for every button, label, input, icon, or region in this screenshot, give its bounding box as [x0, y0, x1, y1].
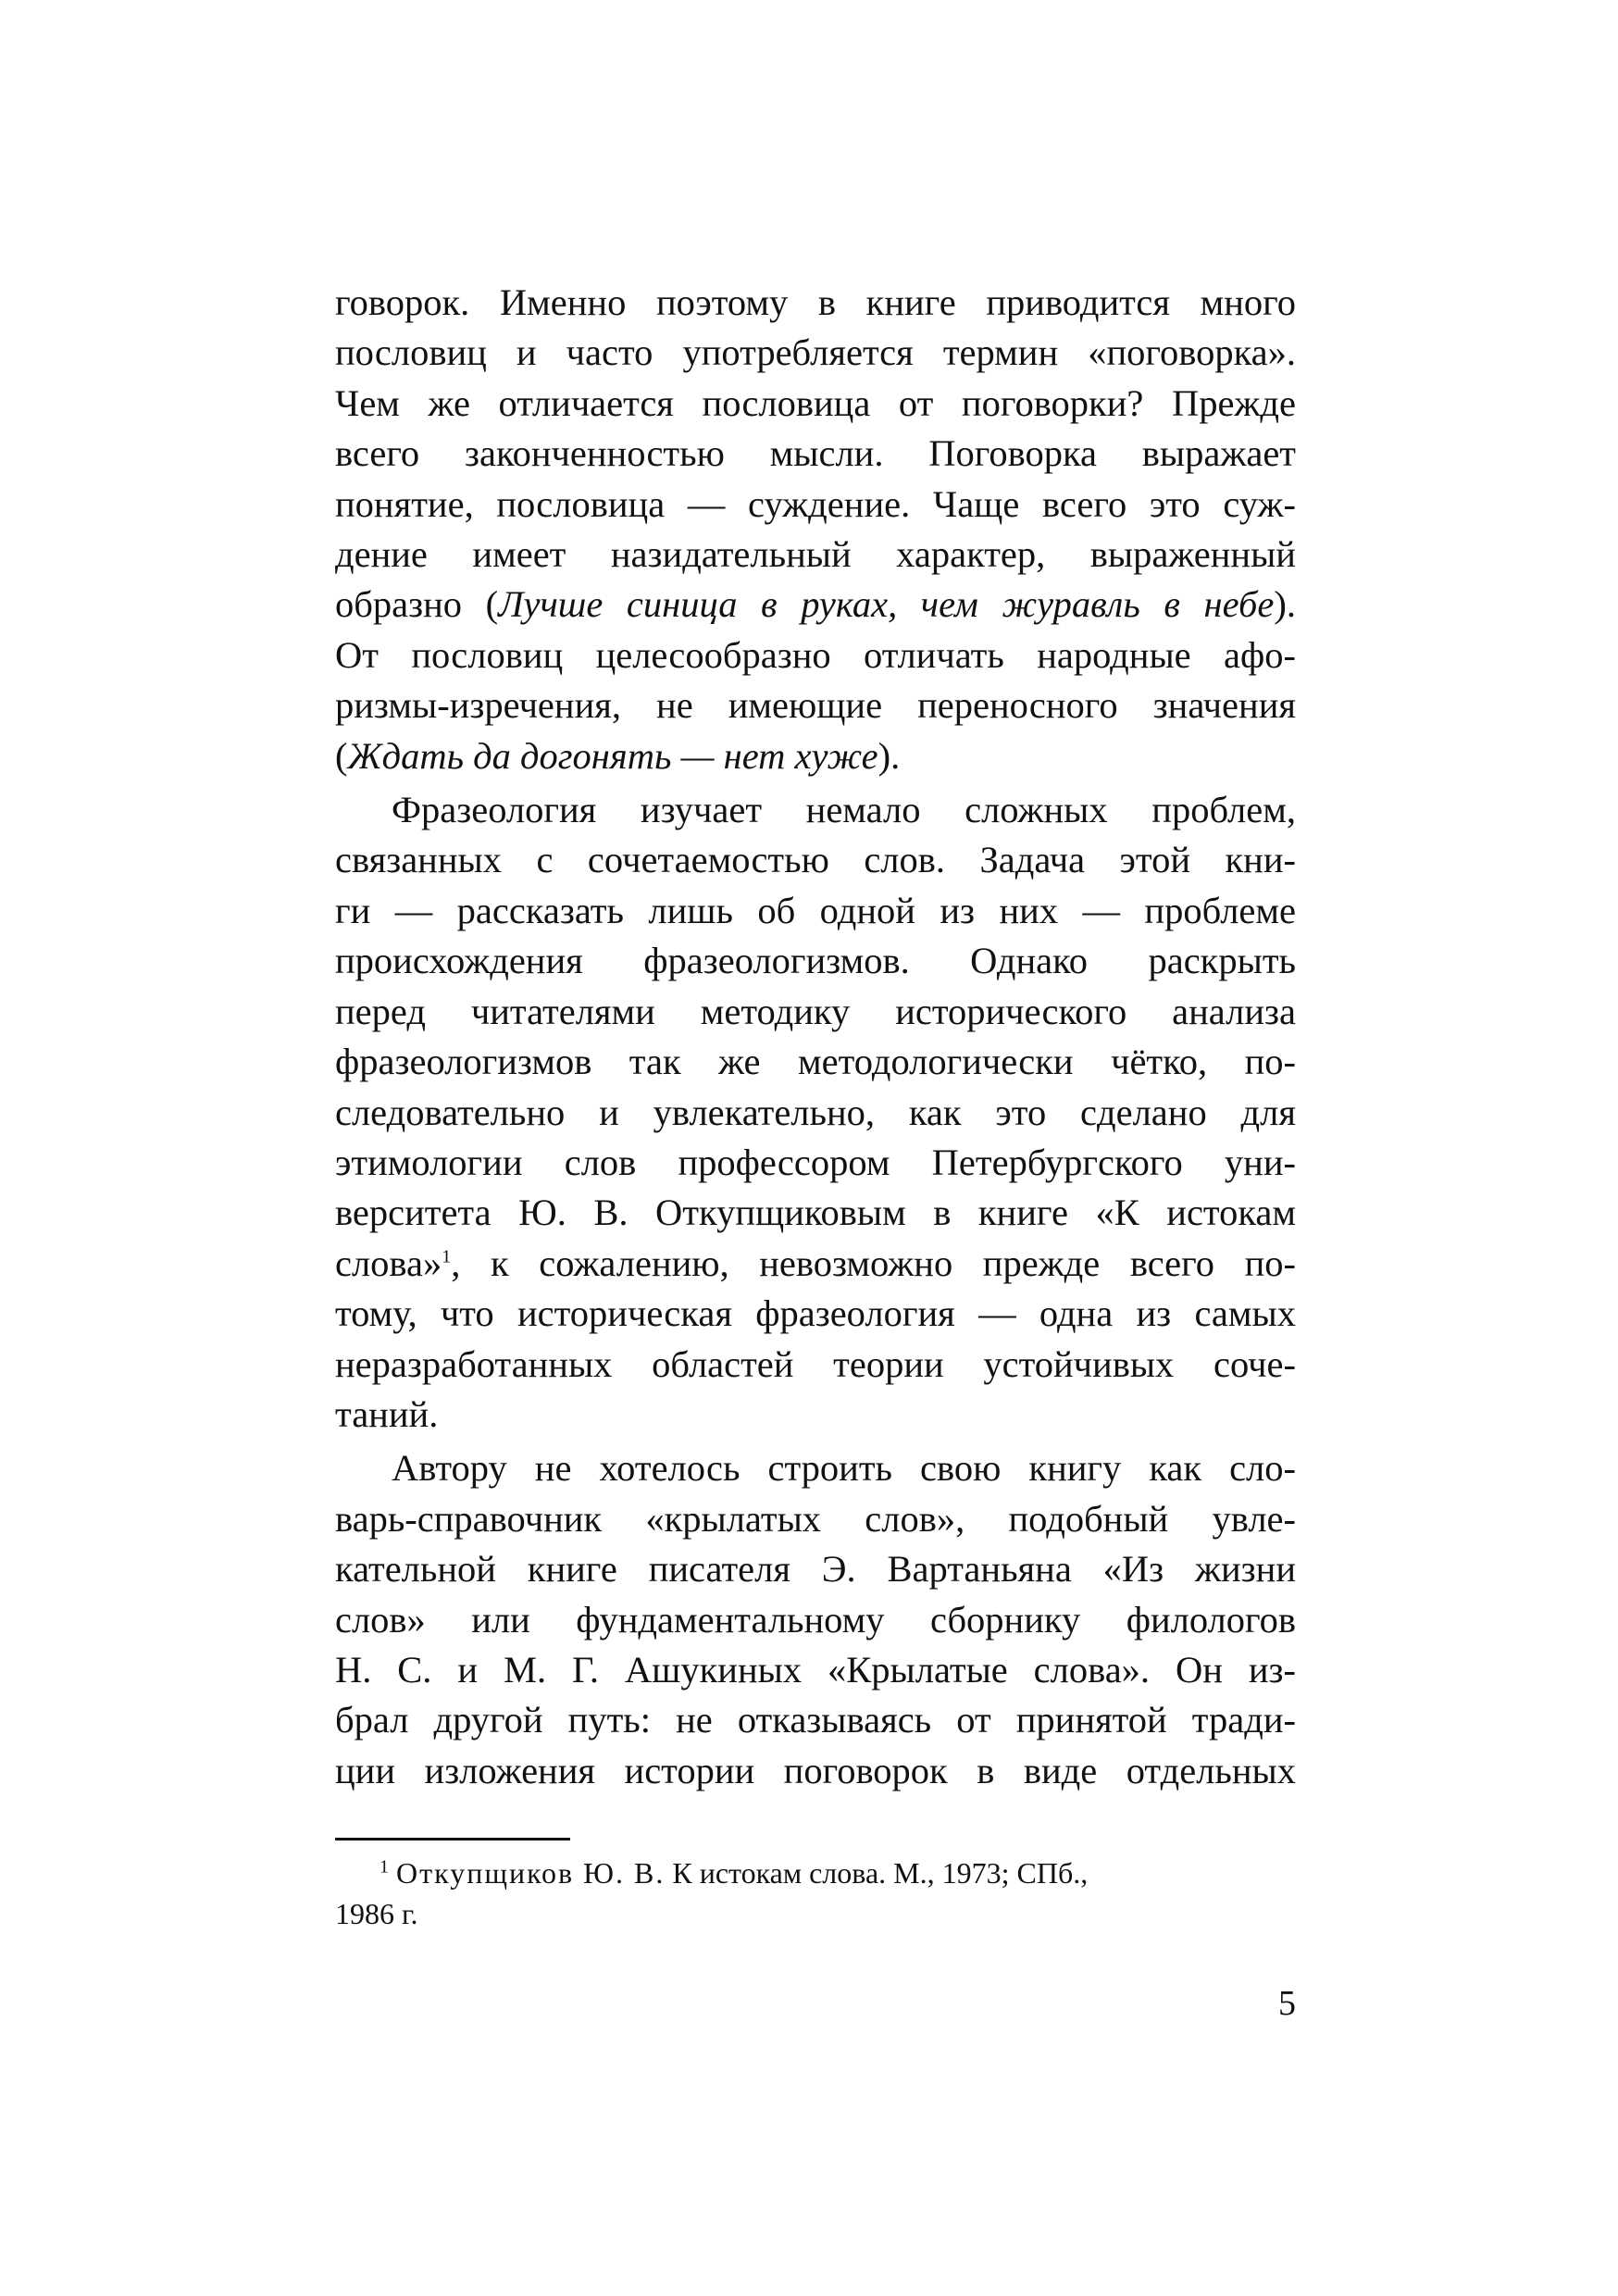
- page-number: 5: [1278, 1984, 1296, 2023]
- text-line: варь-справочник «крылатых слов», подобный увле-: [335, 1497, 1296, 1540]
- text-line: Автору не хотелось строить свою книгу как сло-: [392, 1447, 1296, 1490]
- paragraph-1: [335, 278, 1296, 781]
- proverb-example: Лучше синица в руках, чем журавль в небе: [498, 583, 1275, 626]
- footnote-line: [335, 1853, 1296, 1893]
- text-line: [335, 580, 1296, 630]
- footnote-reference[interactable]: 1: [442, 1246, 452, 1267]
- text-fragment: образно (: [335, 583, 499, 626]
- footnote-marker: 1: [380, 1856, 389, 1878]
- footnote-divider: [335, 1838, 570, 1841]
- text-line: неразработанных областей теории устойчивых соче-: [335, 1342, 1296, 1385]
- text-line: брал другой путь: не отказываясь от принятой тради-: [335, 1699, 1296, 1741]
- text-line: этимологии слов профессором Петербургского уни-: [335, 1141, 1296, 1183]
- text-line: перед читателями методику исторического анализа: [335, 990, 1296, 1032]
- text-line: тому, что историческая фразеология — одна из самых: [335, 1292, 1296, 1335]
- footnote-author: Откупщиков Ю. В.: [396, 1856, 666, 1890]
- text-line: происхождения фразеологизмов. Однако раскрыть: [335, 940, 1296, 982]
- footnote-text: К истокам слова. М., 1973; СПб.,: [665, 1856, 1089, 1890]
- text-line: слов» или фундаментальному сборнику филологов: [335, 1598, 1296, 1641]
- footnote-line: 1986 г.: [335, 1897, 418, 1930]
- text-line: От пословиц целесообразно отличать народные афо-: [335, 633, 1296, 676]
- text-line: ции изложения истории поговорок в виде отдельных: [335, 1749, 1296, 1791]
- text-line: таний.: [335, 1392, 439, 1435]
- footnote: [335, 1853, 1296, 1934]
- text-line: кательной книге писателя Э. Вартаньяна «Из жизни: [335, 1548, 1296, 1591]
- text-fragment: слова»: [335, 1242, 442, 1284]
- text-line: дение имеет назидательный характер, выраженный: [335, 533, 1296, 576]
- text-line: понятие, пословица — суждение. Чаще всего это суж-: [335, 482, 1296, 525]
- text-fragment: ).: [1274, 583, 1296, 626]
- text-line: Чем же отличается пословица от поговорки? Прежде: [335, 381, 1296, 424]
- text-line: всего законченностью мысли. Поговорка выражает: [335, 432, 1296, 475]
- text-line: верситета Ю. В. Откупщиковым в книге «К истокам: [335, 1192, 1296, 1234]
- text-line: ризмы-изречения, не имеющие переносного значения: [335, 684, 1296, 727]
- text-line: [335, 1239, 1296, 1289]
- aphorism-example: Ждать да догонять — нет хуже: [347, 734, 878, 777]
- text-fragment: (: [335, 734, 348, 777]
- text-line: говорок. Именно поэтому в книге приводится много: [335, 281, 1296, 323]
- text-line: ги — рассказать лишь об одной из них — проблеме: [335, 889, 1296, 931]
- text-line: [335, 731, 1296, 781]
- paragraph-3: [335, 1443, 1296, 1796]
- text-line: Н. С. и М. Г. Ашукиных «Крылатые слова». Он из-: [335, 1648, 1296, 1691]
- body-text: [335, 278, 1296, 1796]
- text-fragment: ).: [877, 734, 901, 777]
- text-line: фразеологизмов так же методологически чётко, по-: [335, 1041, 1296, 1083]
- text-line: следовательно и увлекательно, как это сделано для: [335, 1091, 1296, 1133]
- text-line: связанных с сочетаемостью слов. Задача этой кни-: [335, 839, 1296, 881]
- text-line: Фразеология изучает немало сложных проблем,: [392, 789, 1296, 831]
- paragraph-2: [335, 785, 1296, 1440]
- text-fragment: , к сожалению, невозможно прежде всего по-: [451, 1242, 1296, 1284]
- text-line: пословиц и часто употребляется термин «поговорка».: [335, 331, 1296, 374]
